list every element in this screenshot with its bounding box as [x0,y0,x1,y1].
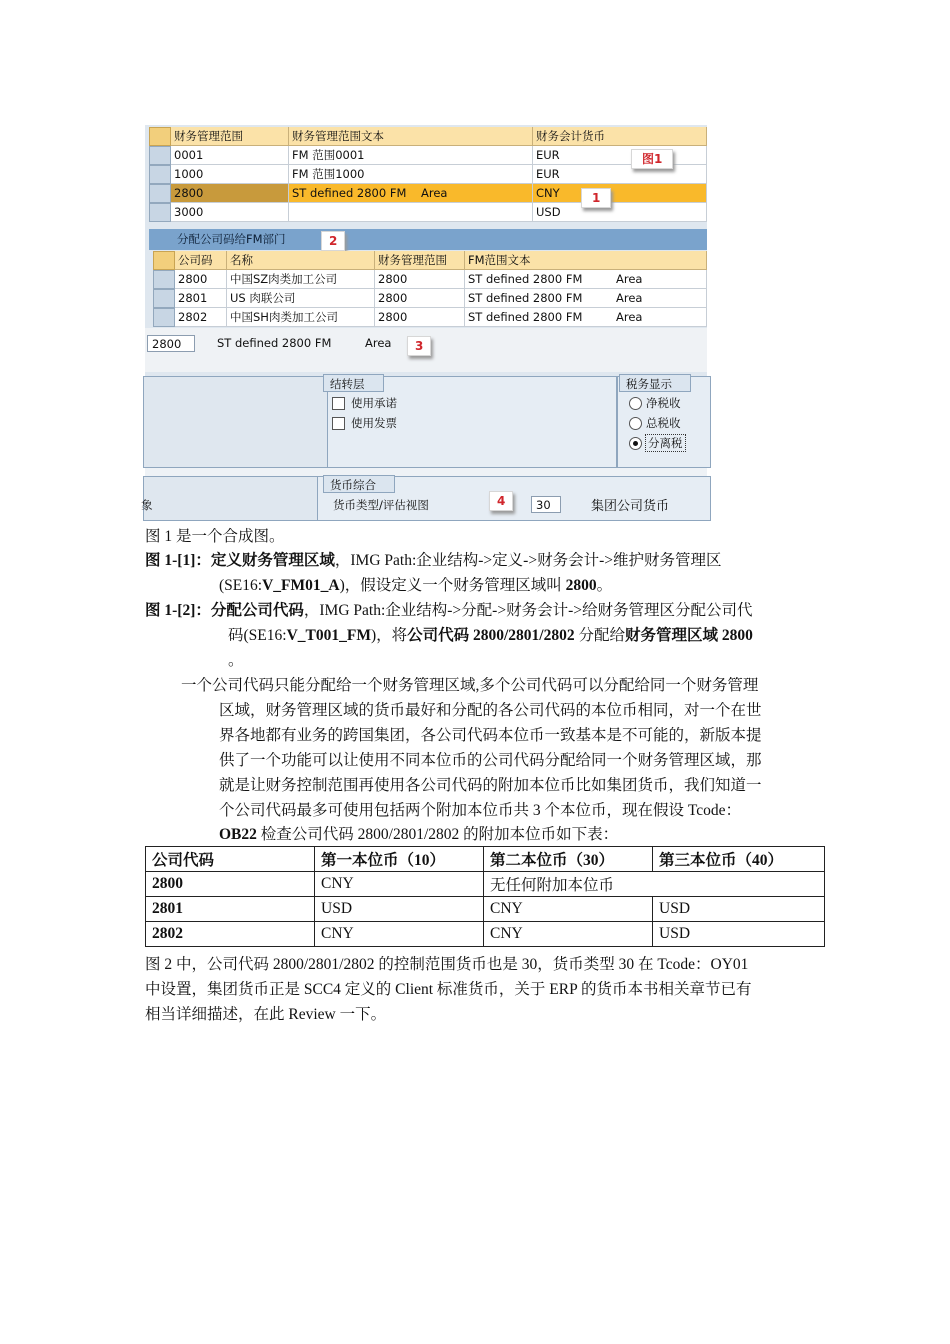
cell-currency[interactable]: USD [533,203,707,222]
tcode: OB22 [219,826,257,843]
left-lower-panel [143,476,318,521]
tcode: V_T001_FM [286,627,371,644]
col-company: 公司代码 [146,847,315,872]
closing-line: 相当详细描述，在此 Review 一下。 [145,1006,387,1023]
cell-name[interactable]: 中国SZ肉类加工公司 [227,270,375,289]
tax-display-title: 税务显示 [619,374,691,392]
row-selector[interactable] [153,289,175,308]
cell-fm[interactable]: 2800 [375,270,465,289]
closing-line: 图 2 中，公司代码 2800/2801/2802 的控制范围货币也是 30，货币类型 30 在 Tcode：OY01 [145,956,749,973]
fm-area-field[interactable]: 2800 [147,335,195,352]
net-tax-radio[interactable] [629,397,642,410]
callout-badge-4: 4 [489,491,513,511]
cell-fm[interactable]: 2800 [375,289,465,308]
use-invoice-label: 使用发票 [351,416,397,430]
table-row[interactable] [149,308,711,327]
item-2-text: ，IMG Path:企业结构->分配->财务会计->给财务管理区分配公司代 [303,602,753,619]
cell-fm-text[interactable]: ST defined 2800 FM [465,308,613,327]
table-row [146,897,825,922]
table-row [146,922,825,947]
col-fm-text: 财务管理范围文本 [289,127,533,146]
use-invoice-checkbox[interactable] [332,417,345,430]
table-row[interactable] [145,146,707,165]
item-1-title: 定义财务管理区域 [210,552,335,569]
cell-text[interactable]: FM 范围0001 [289,146,533,165]
col-third: 第三本位币（40） [653,847,825,872]
cell-code[interactable]: 1000 [171,165,289,184]
fm-area-field-text: ST defined 2800 FM [217,336,332,350]
para-line: 供了一个功能可以让使用不同本位币的公司代码分配给同一个财务管理区域，那 [219,752,762,769]
cell-area[interactable]: Area [613,308,707,327]
callout-badge-2: 2 [321,231,345,251]
cell: 无任何附加本位币 [484,872,825,897]
cell-company[interactable]: 2801 [175,289,227,308]
callout-badge-1: 1 [581,188,611,208]
cut-off-label: 象 [141,498,153,512]
text: )，将 [370,627,408,644]
cell: CNY [315,922,484,947]
panel-gap [145,468,707,476]
cell-name[interactable]: 中国SH肉类加工公司 [227,308,375,327]
carry-forward-title: 结转层 [323,374,384,392]
text: )，假设定义一个财务管理区域叫 [339,577,566,594]
net-tax-label: 净税收 [646,396,681,410]
cell-currency[interactable]: EUR [533,165,707,184]
group-currency-text: 集团公司货币 [591,499,670,514]
currency-table [145,846,825,947]
use-commitment-label: 使用承诺 [351,396,397,410]
cell-fm-text[interactable]: ST defined 2800 FM [465,289,613,308]
col-second: 第二本位币（30） [484,847,653,872]
cell-company[interactable]: 2802 [175,308,227,327]
para-line: 个公司代码最多可使用包括两个附加本位币共 3 个本位币，现在假设 Tcode： [219,802,742,819]
item-2-title: 分配公司代码 [210,602,304,619]
table-row[interactable] [145,165,707,184]
separate-tax-radio[interactable] [629,437,642,450]
tcode: V_FM01_A [262,577,340,594]
item-2-line-2 [228,623,753,648]
item-2-label: 图 1-[2]： [145,602,211,619]
cell: USD [653,922,825,947]
select-all-cell[interactable] [153,251,175,270]
cell-text[interactable]: FM 范围1000 [289,165,533,184]
text: 。 [596,577,613,594]
closing-line: 中设置，集团货币正是 SCC4 定义的 Client 标准货币，关于 ERP 的货币本书相关章节已有 [145,981,752,998]
col-fm-text: FM范围文本 [465,251,707,270]
cell: CNY [484,897,653,922]
item-1-line-2 [219,573,612,598]
figure-badge: 图1 [631,149,673,169]
fm-area-field-area: Area [365,336,392,350]
cell-area[interactable]: Area [613,270,707,289]
left-panel [143,376,329,468]
composite-screenshot [141,125,707,515]
item-1-line-1 [145,548,721,573]
table-row[interactable] [149,289,711,308]
col-company: 公司码 [175,251,227,270]
assign-table-header [149,251,711,270]
separate-tax-label: 分离税 [648,436,683,450]
assign-section-title [149,229,707,250]
cell: 2800 [146,872,315,897]
cell-area[interactable]: Area [613,289,707,308]
callout-badge-3: 3 [407,336,431,356]
cell: USD [315,897,484,922]
cell: CNY [315,872,484,897]
cell-code[interactable]: 2800 [171,184,289,203]
table-row[interactable] [145,203,707,222]
text: 码(SE16: [228,627,287,644]
row-selector[interactable] [149,184,171,203]
cell-code[interactable]: 0001 [171,146,289,165]
section-title-text: 分配公司码给FM部门 [177,232,286,246]
para-line: 就是让财务控制范围再使用各公司代码的附加本位币比如集团货币，我们知道一 [219,777,762,794]
table-row [146,872,825,897]
cell: CNY [484,922,653,947]
para-line: 一个公司代码只能分配给一个财务管理区域,多个公司代码可以分配给同一个财务管理 [181,677,759,694]
row-selector[interactable] [149,146,171,165]
row-selector[interactable] [149,203,171,222]
caption-1 [145,524,285,549]
para-line-last [219,822,618,847]
gross-tax-label: 总税收 [646,416,681,430]
cell-fm[interactable]: 2800 [375,308,465,327]
use-commitment-checkbox[interactable] [332,397,345,410]
text: 分配给 [574,627,626,644]
table-row-selected[interactable] [145,184,707,203]
item-1-text: ，IMG Path:企业结构->定义->财务会计->维护财务管理区 [334,552,722,569]
caption-text: 图 1 是一个合成图。 [145,528,285,545]
col-fm-area: 财务管理范围 [171,127,289,146]
fm-code: 2800 [565,577,597,594]
cell-code[interactable]: 3000 [171,203,289,222]
cell: 2801 [146,897,315,922]
currency-group-title: 货币综合 [323,475,395,493]
currency-type-field[interactable]: 30 [531,496,561,513]
fm-area: 财务管理区域 2800 [625,627,753,644]
item-2-line-3: 。 [228,652,244,669]
col-fm: 财务管理范围 [375,251,465,270]
cell-name[interactable]: US 肉联公司 [227,289,375,308]
row-selector[interactable] [153,308,175,327]
currency-type-label: 货币类型/评估视图 [333,498,429,512]
fm-table-header [145,127,707,146]
table-row[interactable] [149,270,711,289]
gross-tax-radio[interactable] [629,417,642,430]
item-2-line-1 [145,598,752,623]
cell-text[interactable] [289,203,533,222]
cell: 2802 [146,922,315,947]
cell-company[interactable]: 2800 [175,270,227,289]
row-selector[interactable] [153,270,175,289]
cell-currency[interactable]: CNY [533,184,707,203]
text: (SE16: [219,577,263,594]
col-name: 名称 [227,251,375,270]
para-line: 区域，财务管理区域的货币最好和分配的各公司代码的本位币相同，对一个在世 [219,702,762,719]
col-fm-currency: 财务会计货币 [533,127,707,146]
row-selector[interactable] [149,165,171,184]
cell-text[interactable]: ST defined 2800 FM Area [289,184,533,203]
cell-currency[interactable]: EUR [533,146,707,165]
cell: USD [653,897,825,922]
item-1-label: 图 1-[1]： [145,552,211,569]
text: 检查公司代码 2800/2801/2802 的附加本位币如下表： [256,826,619,843]
col-first: 第一本位币（10） [315,847,484,872]
company-codes: 公司代码 2800/2801/2802 [407,627,575,644]
table-header-row [146,847,825,872]
cell-fm-text[interactable]: ST defined 2800 FM [465,270,613,289]
para-line: 界各地都有业务的跨国集团，各公司代码本位币一致基本是不可能的，新版本提 [219,727,762,744]
select-all-cell[interactable] [149,127,171,146]
